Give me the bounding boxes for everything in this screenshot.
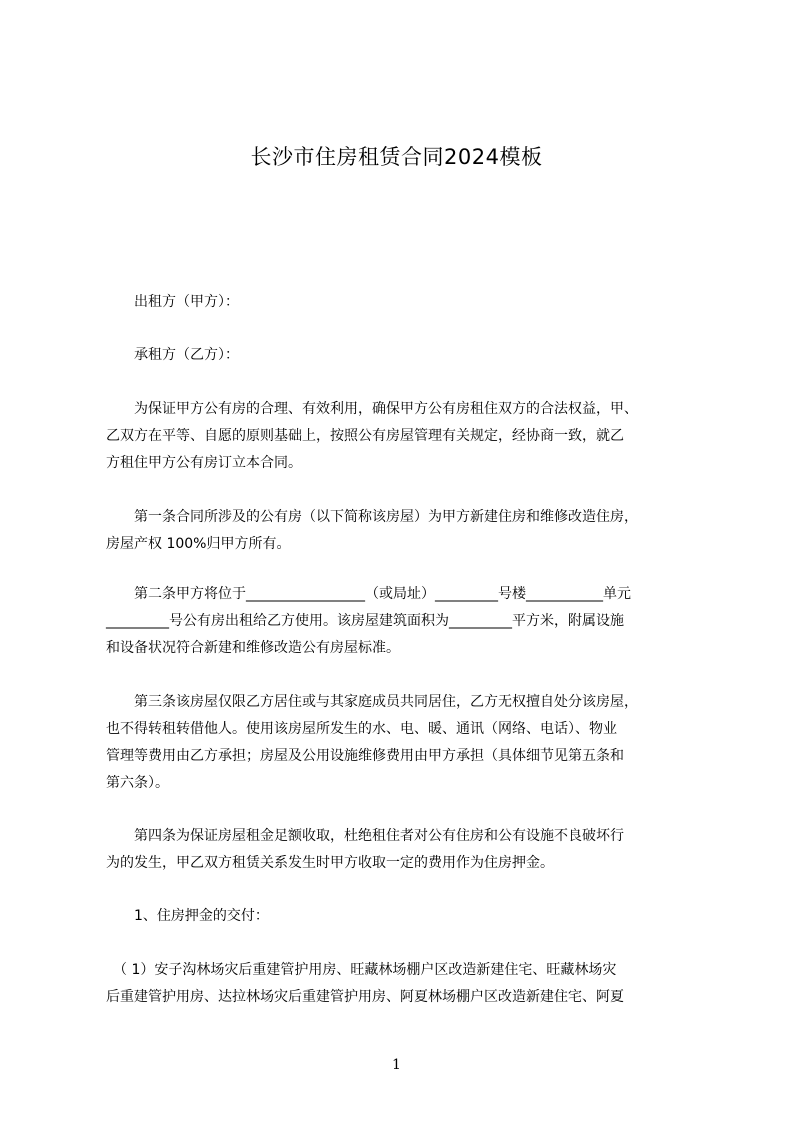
paragraph-line: 第三条该房屋仅限乙方居住或与其家庭成员共同居住，乙方无权擅自处分该房屋， bbox=[106, 694, 638, 710]
paragraph-line: 第四条为保证房屋租金足额收取，杜绝租住者对公有住房和公有设施不良破坏行 bbox=[106, 828, 624, 844]
paragraph-line: 乙双方在平等、自愿的原则基础上，按照公有房屋管理有关规定，经协商一致，就乙 bbox=[106, 428, 624, 444]
paragraph-line: 方租住甲方公有房订立本合同。 bbox=[106, 455, 302, 471]
paragraph-line: 和设备状况符合新建和维修改造公有房屋标准。 bbox=[106, 640, 400, 656]
paragraph-line: _________号公有房出租给乙方使用。该房屋建筑面积为_________平方米，附属设施 bbox=[106, 613, 624, 629]
paragraph-line: 第二条甲方将位于_________________（或局址）_________号楼___________单元 bbox=[106, 586, 631, 602]
party-b-line: 承租方（乙方）： bbox=[106, 347, 239, 363]
paragraph-line: 第一条合同所涉及的公有房（以下简称该房屋）为甲方新建住房和维修改造住房， bbox=[106, 509, 638, 525]
paragraph-line: 第六条）。 bbox=[106, 775, 169, 791]
paragraph-line: 为的发生，甲乙双方租赁关系发生时甲方收取一定的费用作为住房押金。 bbox=[106, 855, 554, 871]
document-title: 长沙市住房租赁合同2024模板 bbox=[250, 145, 543, 169]
paragraph-line: 房屋产权 100%归甲方所有。 bbox=[106, 536, 291, 552]
paragraph-line: （ 1）安子沟林场灾后重建管护用房、旺藏林场棚户区改造新建住宅、旺藏林场灾 bbox=[106, 962, 617, 978]
paragraph-line: 为保证甲方公有房的合理、有效利用，确保甲方公有房租住双方的合法权益，甲、 bbox=[106, 401, 638, 417]
party-a-line: 出租方（甲方）： bbox=[106, 294, 239, 310]
paragraph-line: 管理等费用由乙方承担；房屋及公用设施维修费用由甲方承担（具体细节见第五条和 bbox=[106, 748, 624, 764]
paragraph-line: 1、住房押金的交付： bbox=[106, 908, 269, 924]
page-number: 1 bbox=[392, 1057, 401, 1073]
paragraph-line: 也不得转租转借他人。使用该房屋所发生的水、电、暖、通讯（网络、电话）、物业 bbox=[106, 721, 617, 737]
paragraph-line: 后重建管护用房、达拉林场灾后重建管护用房、阿夏林场棚户区改造新建住宅、阿夏 bbox=[106, 989, 624, 1005]
